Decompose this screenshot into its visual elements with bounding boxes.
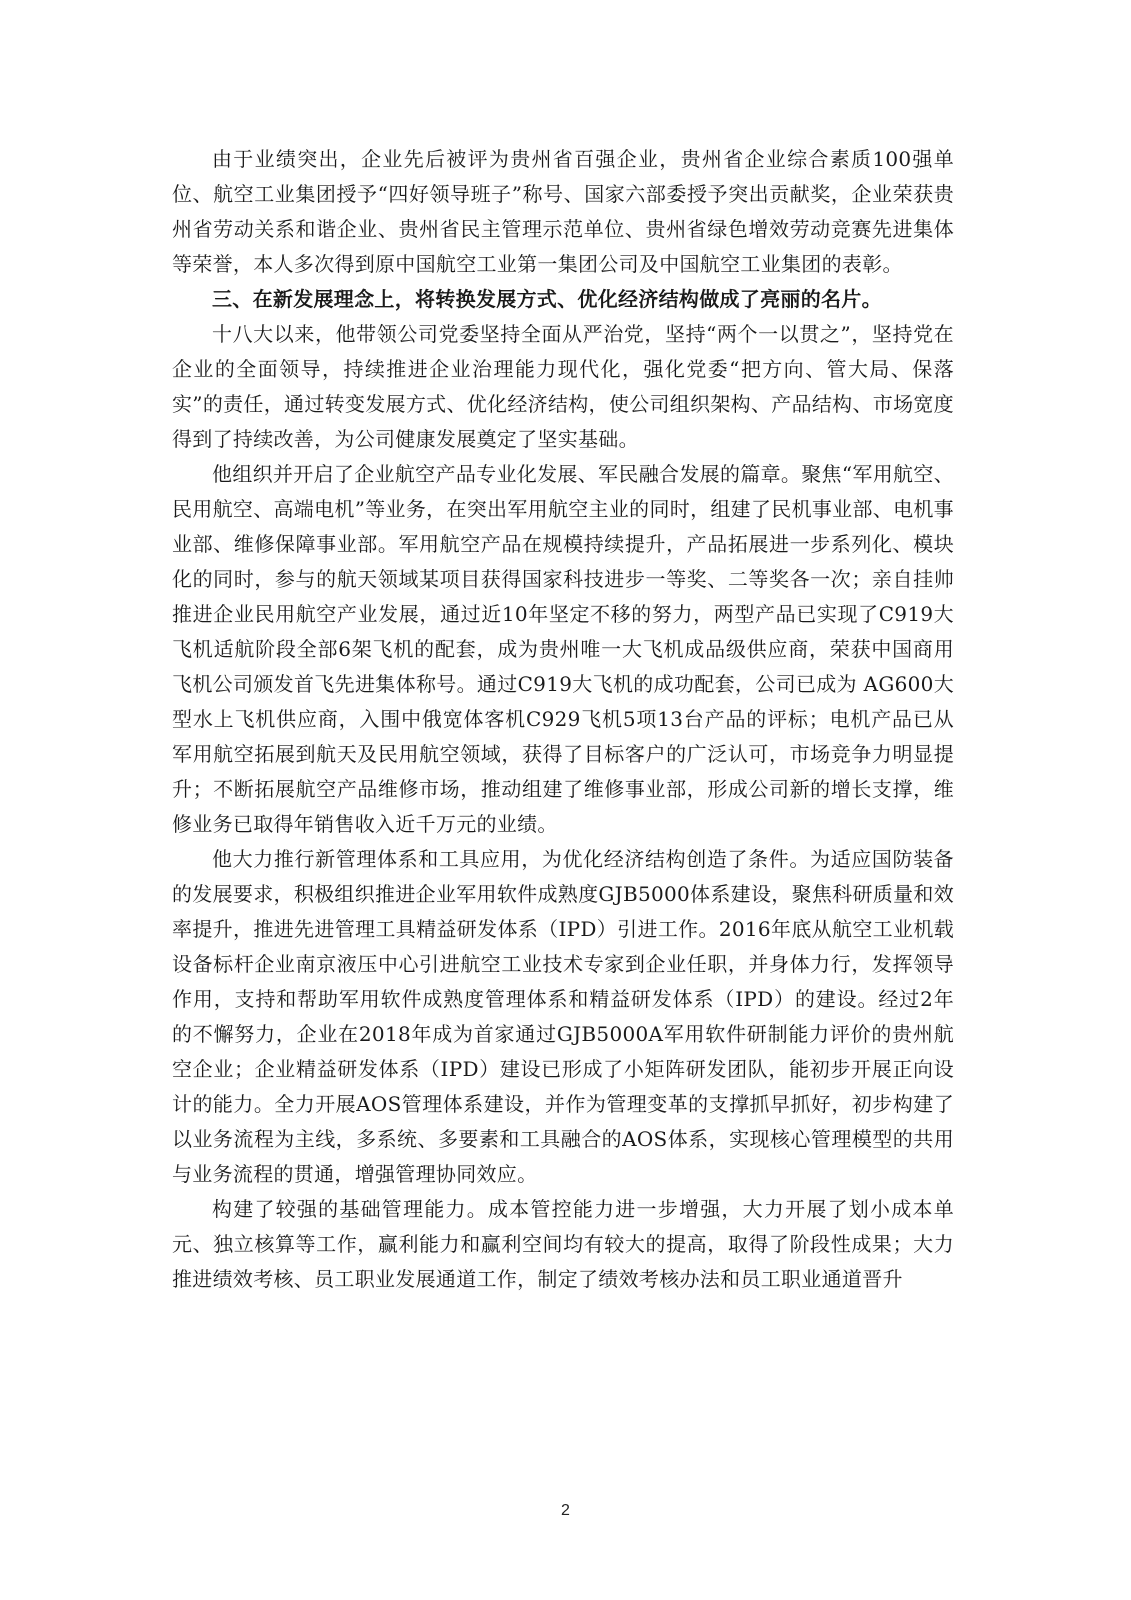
paragraph-basic-management: 构建了较强的基础管理能力。成本管控能力进一步增强，大力开展了划小成本单元、独立核算等工作，赢利能力和赢利空间均有较大的提高，取得了阶段性成果；大力推进绩效考核、员工职业发展通道工作，制定了绩效考核办法和员工职业通道晋升 (172, 1197, 954, 1291)
paragraph-party-leadership: 十八大以来，他带领公司党委坚持全面从严治党，坚持“两个一以贯之”，坚持党在企业的全面领导，持续推进企业治理能力现代化，强化党委“把方向、管大局、保落实”的责任，通过转变发展方式、优化经济结构，使公司组织架构、产品结构、市场宽度得到了持续改善，为公司健康发展奠定了坚实基础。 (172, 322, 954, 451)
paragraph-management-system: 他大力推行新管理体系和工具应用，为优化经济结构创造了条件。为适应国防装备的发展要求，积极组织推进企业军用软件成熟度GJB5000体系建设，聚焦科研质量和效率提升，推进先进管理工具精益研发体系（IPD）引进工作。2016年底从航空工业机载设备标杆企业南京液压中心引进航空工业技术专家到企业任职，并身体力行，发挥领导作用，支持和帮助军用软件成熟度管理体系和精益研发体系（IPD）的建设。经过2年的不懈努力，企业在2018年成为首家通过GJB5000A军用软件研制能力评价的贵州航空企业；企业精益研发体系（IPD）建设已形成了小矩阵研发团队，能初步开展正向设计的能力。全力开展AOS管理体系建设，并作为管理变革的支撑抓早抓好，初步构建了以业务流程为主线，多系统、多要素和工具融合的AOS体系，实现核心管理模型的共用与业务流程的贯通，增强管理协同效应。 (172, 847, 954, 1186)
page-number: 2 (561, 1502, 570, 1519)
section-heading-three: 三、在新发展理念上，将转换发展方式、优化经济结构做成了亮丽的名片。 (212, 287, 882, 311)
paragraph-aviation-products: 他组织并开启了企业航空产品专业化发展、军民融合发展的篇章。聚焦“军用航空、民用航空、高端电机”等业务，在突出军用航空主业的同时，组建了民机事业部、电机事业部、维修保障事业部。军用航空产品在规模持续提升，产品拓展进一步系列化、模块化的同时，参与的航天领域某项目获得国家科技进步一等奖、二等奖各一次；亲自挂帅推进企业民用航空产业发展，通过近10年坚定不移的努力，两型产品已实现了C919大飞机适航阶段全部6架飞机的配套，成为贵州唯一大飞机成品级供应商，荣获中国商用飞机公司颁发首飞先进集体称号。通过C919大飞机的成功配套，公司已成为 AG600大型水上飞机供应商，入围中俄宽体客机C929飞机5项13台产品的评标；电机产品已从军用航空拓展到航天及民用航空领域，获得了目标客户的广泛认可，市场竞争力明显提升；不断拓展航空产品维修市场，推动组建了维修事业部，形成公司新的增长支撑，维修业务已取得年销售收入近千万元的业绩。 (172, 462, 954, 836)
paragraph-honors: 由于业绩突出，企业先后被评为贵州省百强企业，贵州省企业综合素质100强单位、航空工业集团授予“四好领导班子”称号、国家六部委授予突出贡献奖，企业荣获贵州省劳动关系和谐企业、贵州省民主管理示范单位、贵州省绿色增效劳动竞赛先进集体等荣誉，本人多次得到原中国航空工业第一集团公司及中国航空工业集团的表彰。 (172, 147, 954, 276)
document-body (172, 142, 954, 1297)
